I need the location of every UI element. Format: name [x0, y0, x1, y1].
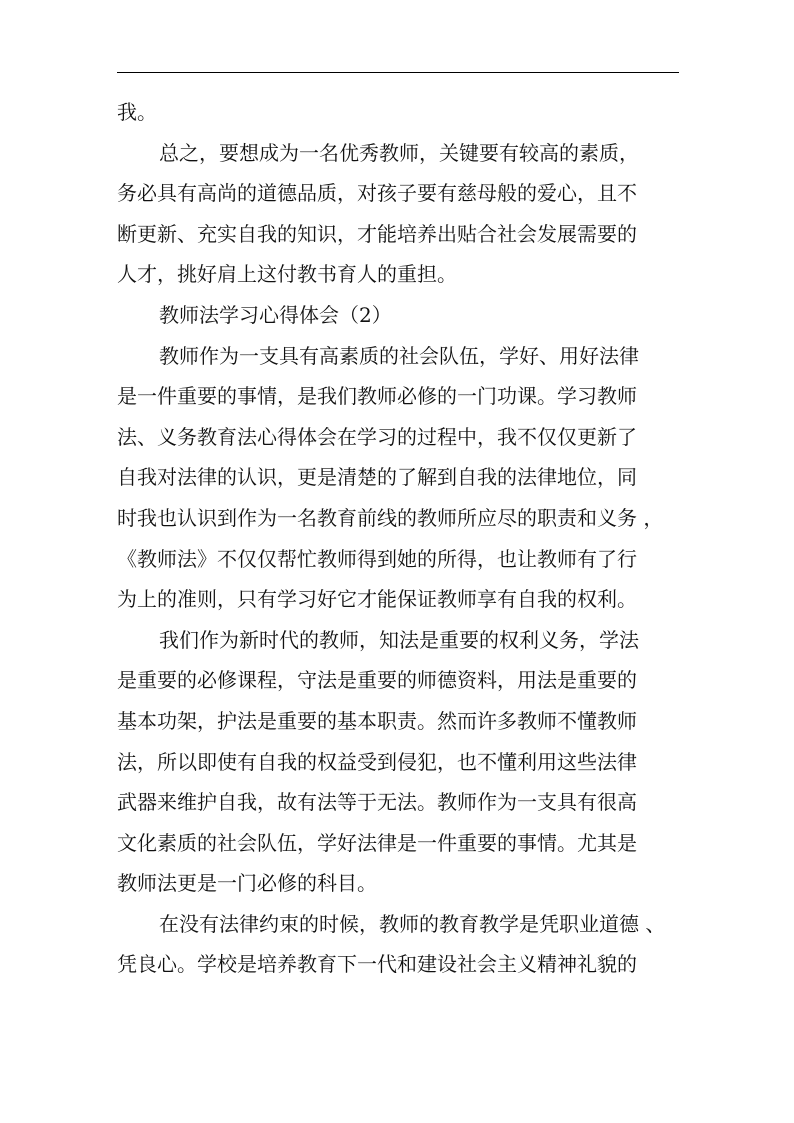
- text-line: 是一件重要的事情，是我们教师必修的一门功课。学习教师: [117, 384, 637, 409]
- text-line: 断更新、充实自我的知识，才能培养出贴合社会发展需要的: [117, 221, 637, 246]
- text-line: 武器来维护自我，故有法等于无法。教师作为一支具有很高: [117, 790, 637, 815]
- text-line: 是重要的必修课程，守法是重要的师德资料，用法是重要的: [117, 668, 637, 693]
- text-line: 教师作为一支具有高素质的社会队伍，学好、用好法律: [159, 343, 639, 368]
- text-line: 法、义务教育法心得体会在学习的过程中，我不仅仅更新了: [117, 424, 637, 449]
- text-line: 教师法学习心得体会（2）: [159, 302, 392, 327]
- text-line: 我。: [117, 100, 157, 124]
- text-line: 凭良心。学校是培养教育下一代和建设社会主义精神礼貌的: [117, 952, 637, 977]
- text-line: 人才，挑好肩上这付教书育人的重担。: [117, 262, 457, 287]
- text-line: 文化素质的社会队伍，学好法律是一件重要的事情。尤其是: [117, 830, 637, 855]
- header-rule: [117, 72, 679, 73]
- text-line: 务必具有高尚的道德品质，对孩子要有慈母般的爱心，且不: [117, 181, 637, 206]
- text-line: 法，所以即使有自我的权益受到侵犯，也不懂利用这些法律: [117, 749, 637, 774]
- text-line: 自我对法律的认识，更是清楚的了解到自我的法律地位，同: [117, 465, 637, 490]
- text-line: 为上的准则，只有学习好它才能保证教师享有自我的权利。: [117, 587, 637, 612]
- text-line: 时我也认识到作为一名教育前线的教师所应尽的职责和义务 ，: [117, 505, 664, 530]
- body-text: [117, 92, 677, 985]
- text-line: 基本功架，护法是重要的基本职责。然而许多教师不懂教师: [117, 708, 637, 733]
- text-line: 教师法更是一门必修的科目。: [117, 871, 377, 896]
- text-line: 总之，要想成为一名优秀教师，关键要有较高的素质，: [159, 140, 639, 165]
- text-line: 《教师法》不仅仅帮忙教师得到她的所得，也让教师有了行: [117, 546, 637, 571]
- text-line: 我们作为新时代的教师，知法是重要的权利义务，学法: [159, 627, 639, 652]
- text-line: 在没有法律约束的时候，教师的教育教学是凭职业道德 、: [159, 911, 666, 936]
